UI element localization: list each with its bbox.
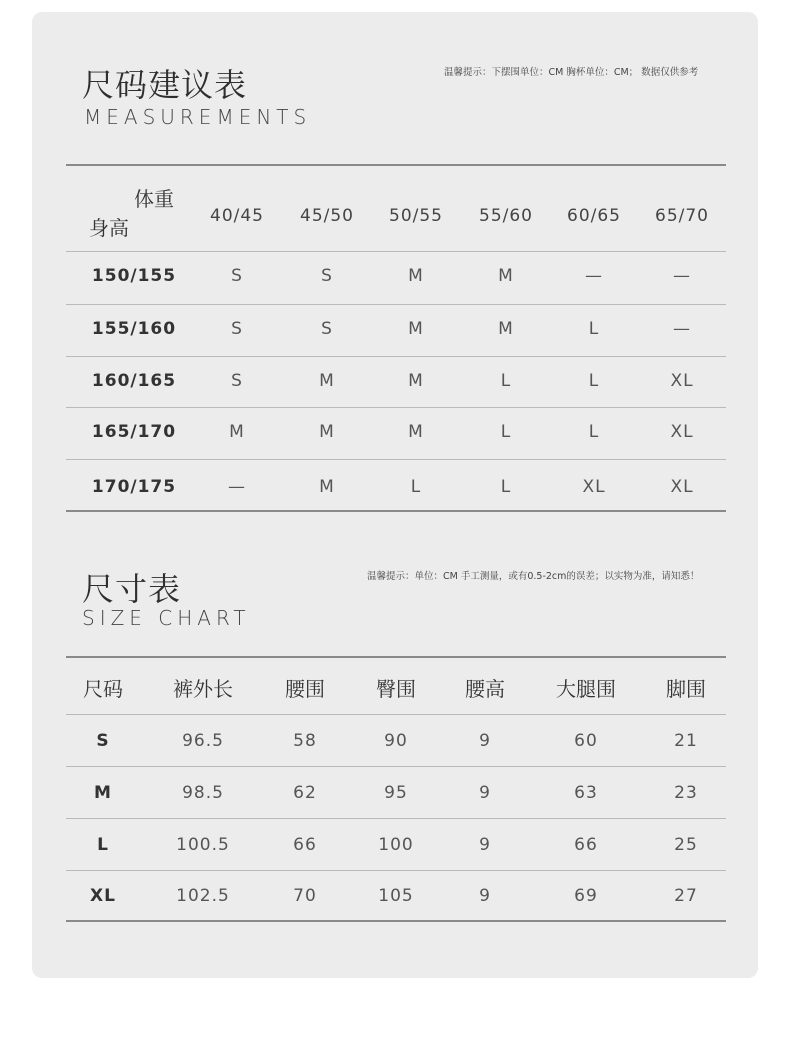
corner-height-label: 身高 — [89, 216, 129, 240]
size-cell: L — [588, 371, 600, 391]
size-cell: S — [231, 266, 243, 286]
size-row-label: S — [96, 731, 110, 751]
size-cell: XL — [670, 422, 694, 442]
measurement-cell: 27 — [674, 886, 698, 906]
size-cell: S — [231, 371, 243, 391]
size-cell: XL — [670, 371, 694, 391]
measurements-bottom-rule — [66, 510, 726, 512]
size-cell: S — [321, 266, 333, 286]
weight-column-header: 60/65 — [567, 206, 621, 226]
size-cell: L — [500, 422, 512, 442]
measurement-cell: 98.5 — [182, 783, 224, 803]
size-cell: XL — [582, 477, 606, 497]
size-cell: — — [585, 266, 603, 286]
weight-column-header: 40/45 — [210, 206, 264, 226]
measurements-row-divider — [66, 304, 726, 305]
measurement-cell: 100.5 — [176, 835, 230, 855]
corner-weight-label: 体重 — [134, 187, 174, 211]
size-cell: M — [319, 371, 335, 391]
measurement-cell: 60 — [574, 731, 598, 751]
size-chart-column-header: 腰围 — [285, 677, 325, 701]
measurement-cell: 105 — [378, 886, 414, 906]
height-row-label: 160/165 — [91, 371, 177, 391]
size-chart-column-header: 臀围 — [376, 677, 416, 701]
weight-column-header: 45/50 — [300, 206, 354, 226]
size-row-label: M — [94, 783, 112, 803]
size-cell: M — [408, 266, 424, 286]
size-cell: S — [321, 319, 333, 339]
size-row-label: XL — [90, 886, 116, 906]
size-chart-column-header: 裤外长 — [173, 677, 233, 701]
size-cell: M — [498, 266, 514, 286]
measurement-cell: 100 — [378, 835, 414, 855]
size-chart-row-divider — [66, 766, 726, 767]
size-cell: M — [229, 422, 245, 442]
size-cell: XL — [670, 477, 694, 497]
size-chart-title-cn: 尺寸表 — [82, 570, 182, 608]
size-cell: M — [498, 319, 514, 339]
measurement-cell: 66 — [574, 835, 598, 855]
size-cell: M — [408, 371, 424, 391]
size-cell: — — [673, 319, 691, 339]
size-chart-column-header: 尺码 — [83, 677, 123, 701]
measurement-cell: 96.5 — [182, 731, 224, 751]
size-chart-row-divider — [66, 870, 726, 871]
size-cell: L — [588, 319, 600, 339]
measurements-row-divider — [66, 251, 726, 252]
measurement-cell: 58 — [293, 731, 317, 751]
measurement-cell: 95 — [384, 783, 408, 803]
height-row-label: 165/170 — [91, 422, 177, 442]
size-row-label: L — [97, 835, 109, 855]
measurement-cell: 9 — [479, 835, 491, 855]
size-chart-column-header: 大腿围 — [556, 677, 616, 701]
size-cell: S — [231, 319, 243, 339]
measurement-cell: 102.5 — [176, 886, 230, 906]
measurement-cell: 69 — [574, 886, 598, 906]
size-chart-top-rule — [66, 656, 726, 658]
measurement-cell: 21 — [674, 731, 698, 751]
measurements-row-divider — [66, 407, 726, 408]
size-cell: L — [500, 477, 512, 497]
size-chart-column-header: 腰高 — [465, 677, 505, 701]
measurements-tip: 温馨提示：下摆围单位：CM 胸杯单位：CM； 数据仅供参考 — [444, 67, 699, 78]
measurement-cell: 70 — [293, 886, 317, 906]
measurement-cell: 25 — [674, 835, 698, 855]
size-chart-bottom-rule — [66, 920, 726, 922]
height-row-label: 150/155 — [91, 266, 177, 286]
size-chart-row-divider — [66, 818, 726, 819]
size-cell: M — [408, 319, 424, 339]
measurements-title-cn: 尺码建议表 — [82, 66, 248, 104]
size-chart-title-en: SIZE CHART — [82, 606, 251, 630]
size-cell: L — [588, 422, 600, 442]
size-chart-row-divider — [66, 714, 726, 715]
size-chart-tip: 温馨提示：单位：CM 手工测量，或有0.5-2cm的误差；以实物为准，请知悉！ — [367, 571, 700, 582]
measurement-cell: 90 — [384, 731, 408, 751]
height-row-label: 155/160 — [91, 319, 177, 339]
measurement-cell: 62 — [293, 783, 317, 803]
size-cell: M — [319, 477, 335, 497]
height-row-label: 170/175 — [91, 477, 177, 497]
measurements-row-divider — [66, 459, 726, 460]
measurements-row-divider — [66, 356, 726, 357]
measurement-cell: 66 — [293, 835, 317, 855]
measurement-cell: 9 — [479, 731, 491, 751]
size-cell: M — [408, 422, 424, 442]
weight-column-header: 65/70 — [655, 206, 709, 226]
measurement-cell: 63 — [574, 783, 598, 803]
size-cell: — — [673, 266, 691, 286]
measurement-cell: 9 — [479, 783, 491, 803]
measurement-cell: 9 — [479, 886, 491, 906]
size-chart-column-header: 脚围 — [666, 677, 706, 701]
size-cell: — — [228, 477, 246, 497]
size-cell: L — [410, 477, 422, 497]
measurements-title-en: MEASUREMENTS — [84, 105, 312, 129]
measurement-cell: 23 — [674, 783, 698, 803]
weight-column-header: 55/60 — [479, 206, 533, 226]
weight-column-header: 50/55 — [389, 206, 443, 226]
size-cell: L — [500, 371, 512, 391]
measurements-top-rule — [66, 164, 726, 166]
size-cell: M — [319, 422, 335, 442]
